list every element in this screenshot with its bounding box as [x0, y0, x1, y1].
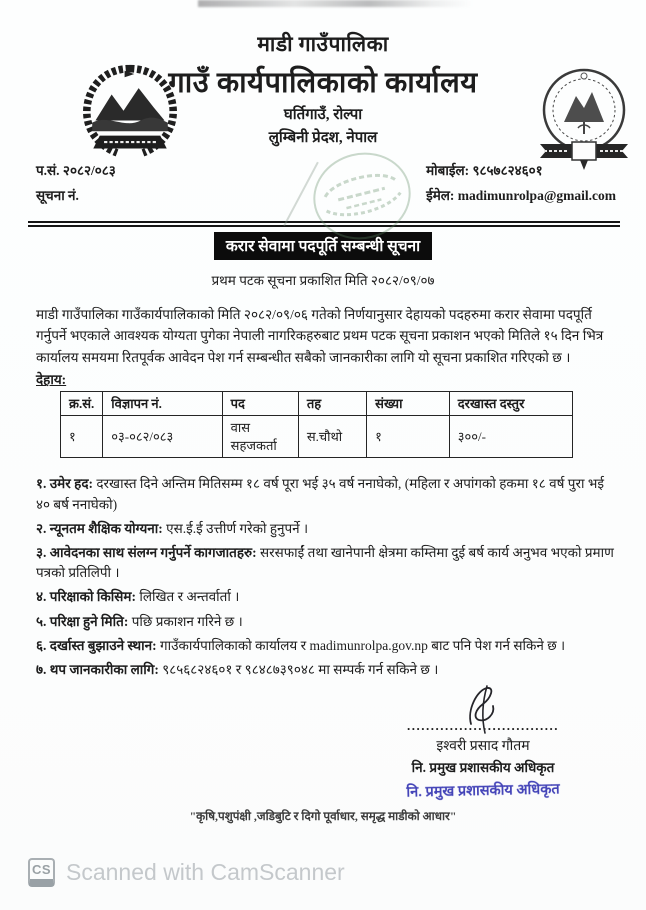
designation-stamp: नि. प्रमुख प्रशासकीय अधिकृत	[406, 780, 560, 801]
letterhead	[0, 0, 646, 147]
cell-level: स.चौथो	[298, 416, 366, 458]
list-item	[36, 636, 616, 657]
double-rule-divider	[28, 221, 620, 227]
list-item	[36, 587, 616, 608]
item-number: ६.	[36, 637, 47, 653]
signatory-designation: नि. प्रमुख प्रशासकीय अधिकृत	[411, 759, 555, 775]
signature-block	[358, 684, 608, 800]
dehaya-label: देहाय:	[36, 372, 67, 388]
municipality-seal-icon	[538, 64, 630, 174]
list-item	[36, 519, 616, 540]
camscanner-text: Scanned with CamScanner	[66, 859, 345, 885]
address-line-2: लुम्बिनी प्रेदश, नेपाल	[268, 130, 378, 146]
municipality-name: माडी गाउँपालिका	[257, 32, 389, 56]
email-value: madimunrolpa@gmail.com	[457, 188, 616, 203]
published-date-line: प्रथम पटक सूचना प्रकाशित मिति २०८२/०९/०७	[211, 273, 435, 288]
mobile-value: ९८५७८२४६०१	[472, 163, 543, 178]
list-item	[36, 660, 616, 681]
col-level: तह	[298, 392, 366, 416]
item-label: थप जानकारीका लागि:	[49, 661, 159, 677]
item-label: न्यूनतम शैक्षिक योग्यना:	[49, 520, 163, 536]
mobile-label: मोबाईल:	[426, 163, 470, 178]
item-text: ९८५६८२४६०१ र ९८४८७३९०४८ मा सम्पर्क गर्न सकिने छ ।	[162, 661, 439, 677]
col-quantity: संख्या	[367, 392, 450, 416]
email-label: ईमेल:	[426, 188, 455, 203]
col-serial: क्र.सं.	[61, 392, 103, 416]
item-text: गाउँकार्यपालिकाको कार्यालय र madimunrolpa.gov.np बाट पनि पेश गर्न सकिने छ ।	[159, 637, 566, 653]
signature-dotted-line: ................................	[407, 717, 559, 733]
col-post: पद	[222, 392, 298, 416]
vacancy-table	[60, 391, 573, 458]
item-label: आवेदनका साथ संलग्न गर्नुपर्ने कागजातहरु:	[49, 544, 257, 560]
item-text: दरखास्त दिने अन्तिम मितिसम्म १८ वर्ष पूरा भई ३५ वर्ष ननाघेको, (महिला र अपांगको हकमा १८ वर्ष पुरा भई ४० बर्ष ननाघेको)	[36, 476, 604, 512]
item-label: परिक्षा हुने मिति:	[49, 613, 129, 629]
list-item	[36, 474, 616, 515]
item-number: ४.	[36, 589, 47, 605]
list-item	[36, 612, 616, 633]
cell-advert-no: ०३-०८२/०८३	[103, 416, 222, 458]
conditions-list	[36, 474, 616, 680]
item-text: सरसफाईं तथा खानेपानी क्षेत्रमा कम्तिमा दुई बर्ष कार्य अनुभव भएको प्रमाण पत्रको प्रतिलिपी ।	[36, 544, 614, 581]
nepal-coat-of-arms-icon	[76, 60, 184, 168]
item-number: ३.	[36, 544, 47, 560]
item-text: लिखित र अन्तर्वार्ता ।	[139, 589, 240, 605]
notice-number-label: सूचना नं.	[36, 188, 79, 203]
table-row	[61, 416, 573, 458]
list-item	[36, 543, 616, 584]
address-line-1: घर्तिगाउँ, रोल्पा	[283, 107, 363, 123]
notice-title-banner: करार सेवामा पदपूर्ति सम्बन्धी सूचना	[214, 232, 432, 260]
item-number: १.	[36, 476, 47, 492]
email-line	[426, 186, 616, 204]
col-fee: दरखास्त दस्तुर	[449, 392, 572, 416]
notice-body-paragraph: माडी गाउँपालिका गाउँकार्यपालिकाको मिति २०८२/०९/०६ गतेको निर्णयानुसार देहायको पदहरुमा करार सेवामा पदपूर्ति गर्नुपर्ने भएकाले आवश्यक योग्यता पुगेका नेपाली नागरिकहरुबाट प्रथम पटक सूचना प्रकाशन भएको मितिले १५ दिन भित्र कार्यालय समयमा रितपूर्वक आवेदन पेश गर्न सम्बन्धीत सबैको जानकारीका लागि यो सूचना प्रकाशित गरिएको छ ।	[36, 307, 604, 365]
item-text: एस.ई.ई उत्तीर्ण गरेको हुनुपर्ने ।	[166, 520, 309, 536]
handwritten-signature-icon	[457, 684, 509, 734]
signatory-name: इश्वरी प्रसाद गौतम	[436, 738, 530, 754]
cell-quantity: १	[367, 416, 450, 458]
item-label: परिक्षाको किसिम:	[49, 589, 136, 605]
item-number: ७.	[36, 661, 47, 677]
office-name: गाउँ कार्यपालिकाको कार्यालय	[168, 67, 478, 99]
cell-fee: ३००/-	[449, 416, 572, 458]
camscanner-logo-icon: CS	[28, 858, 55, 887]
cell-serial: १	[61, 416, 103, 458]
cell-post: वास सहजकर्ता	[222, 416, 298, 458]
ref-number: प.सं. २०८२/०८३	[36, 163, 116, 178]
col-advert-no: विज्ञापन नं.	[103, 392, 222, 416]
item-text: पछि प्रकाशन गरिने छ ।	[131, 613, 243, 629]
camscanner-watermark	[28, 858, 345, 887]
item-number: २.	[36, 520, 47, 536]
item-number: ५.	[36, 613, 47, 629]
item-label: उमेर हद:	[49, 476, 93, 492]
reference-row	[36, 161, 616, 211]
reference-left	[36, 161, 116, 211]
table-header-row	[61, 392, 573, 416]
item-label: दर्खास्त बुझाउने स्थान:	[49, 637, 157, 653]
footer-motto: "कृषि,पशुपंक्षी ,जडिबुटि र दिगो पूर्वाधार, समृद्ध माडीको आधार"	[189, 809, 457, 823]
